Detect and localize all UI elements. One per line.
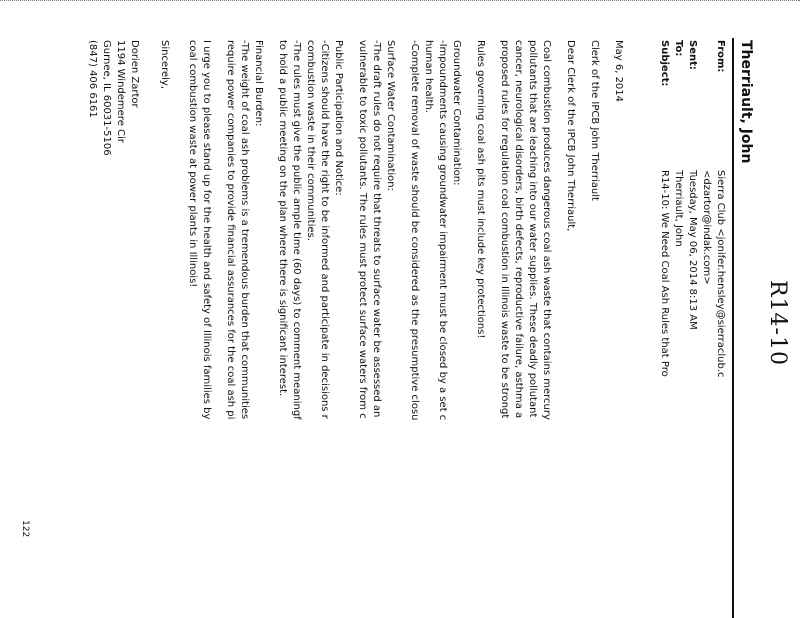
signer-street: 1194 Windemere Cir — [115, 40, 126, 143]
header-label-to: To: — [673, 40, 684, 57]
letter-line: -Complete removal of waste should be considered as the presumptive closu — [409, 40, 420, 421]
header-value-from: Sierra Club <jonifer.hensley@sierraclub.c — [715, 170, 726, 378]
letter-date: May 6, 2014 — [613, 40, 624, 103]
letter-line: proposed rules for regulation coal combustion in Illinois waste to be strongt — [499, 40, 510, 419]
letter-line: combustion waste in their communities. — [305, 40, 316, 241]
signer-phone: (847) 406 6161 — [87, 40, 98, 118]
header-value-to: Therriault, John — [673, 170, 684, 247]
header-label-sent: Sent: — [687, 40, 698, 70]
letter-line: -The weight of coal ash problems is a tremendous burden that communities — [239, 40, 250, 420]
letter-line: vulnerable to toxic pollutants. The rules must protect surface waters from c — [357, 40, 368, 419]
letter-closing: Sincerely, — [159, 40, 170, 90]
letter-line: pollutants that are leaching into our water supplies. These deadly pollutant — [527, 40, 538, 418]
section-heading: Financial Burden: — [253, 40, 264, 127]
section-heading: Groundwater Contamination: — [451, 40, 462, 186]
letter-line: I urge you to please stand up for the health and safety of Illinois families by — [201, 40, 212, 420]
page-number: 122 — [20, 520, 30, 538]
letter-line: require power companies to provide financial assurances for the coal ash pi — [225, 40, 236, 420]
letter-line: human health. — [423, 40, 434, 113]
letter-line: -Impoundments causing groundwater impairment must be closed by a set c — [437, 40, 448, 421]
recipient-heading: Therriault, John — [738, 40, 754, 164]
header-value-subject: R14-10: We Need Coal Ash Rules that Pro — [659, 170, 670, 377]
letter-line: coal combustion waste at power plants in Illinois! — [187, 40, 198, 288]
section-heading: Public Participation and Notice: — [333, 40, 344, 196]
header-value-sent: Tuesday, May 06, 2014 8:13 AM — [687, 170, 698, 330]
docket-title: R14-10 — [765, 280, 790, 366]
letter-line: -The draft rules do not require that threats to surface water be assessed an — [371, 40, 382, 418]
signer-city: Gurnee, IL 60031-5106 — [101, 40, 112, 156]
letter-salutation: Dear Clerk of the IPCB John Therriault, — [565, 40, 576, 232]
section-heading: Surface Water Contamination: — [385, 40, 396, 192]
letter-line: -The rules must give the public ample time (60 days) to comment meaningf — [291, 40, 302, 420]
letter-recipient: Clerk of the IPCB John Therriault — [589, 40, 600, 201]
header-rule — [732, 38, 734, 618]
signer-name: Dorien Zartor — [129, 40, 140, 108]
letter-line: cancer, neurological disorders, birth defects, reproductive failure, asthma a — [513, 40, 524, 419]
header-label-subject: Subject: — [659, 40, 670, 87]
letter-line: -Citizens should have the right to be informed and participate in decisions r — [319, 40, 330, 419]
header-value-from-email: <dzartor@indak.com> — [701, 170, 712, 285]
header-label-from: From: — [715, 40, 726, 73]
letter-line: Rules governing coal ash pits must include key protections! — [475, 40, 486, 339]
page-edge-rule — [0, 0, 800, 5]
letter-line: Coal combustion produces dangerous coal ash waste that contains mercury — [541, 40, 552, 420]
letter-line: to hold a public meeting on the plan where there is significant interest. — [277, 40, 288, 397]
